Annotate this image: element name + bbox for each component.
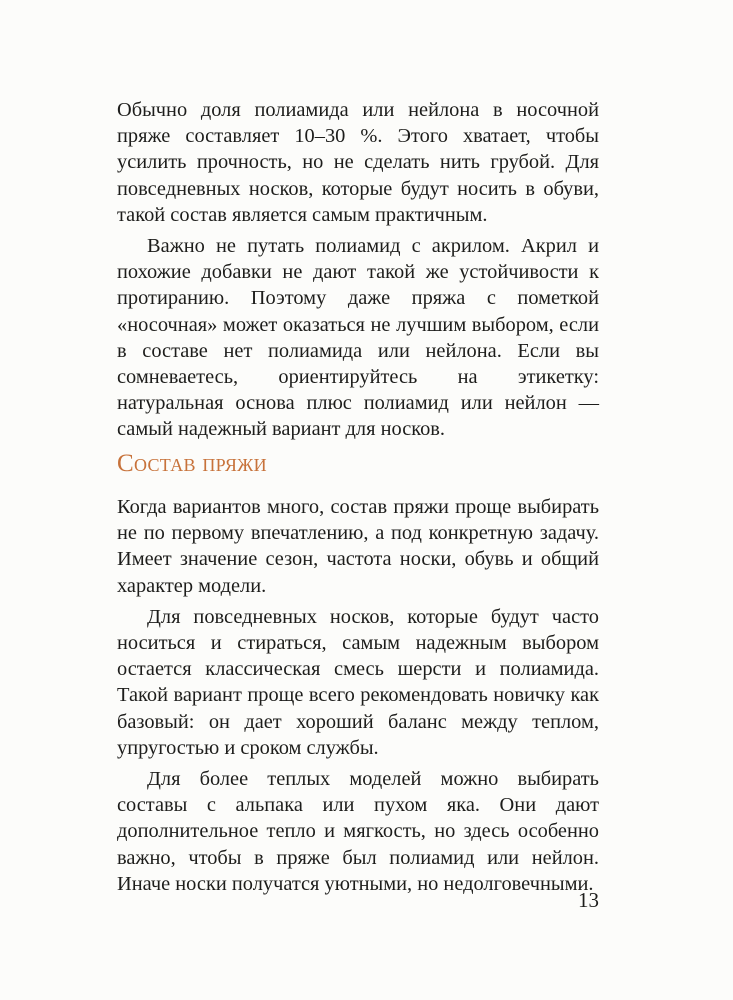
section-yarn-composition-text	[117, 494, 599, 902]
paragraph: Когда вариантов много, состав пряжи проще выбирать не по первому впечатлению, а под конкретную задачу. Имеет значение сезон, частота носки, обувь и общий характер модели.	[117, 496, 599, 597]
page-number: 13	[578, 888, 599, 912]
section-heading: Состав пряжи	[117, 450, 267, 477]
section-intro-text	[117, 97, 599, 448]
paragraph: Для повседневных носков, которые будут часто носиться и стираться, самым надежным выбором остается классическая смесь шерсти и полиамида. Такой вариант проще всего рекомендовать новичку как базовый: он дает хороший баланс между теплом, упругостью и сроком службы.	[117, 605, 599, 759]
paragraph: Для более теплых моделей можно выбирать составы с альпака или пухом яка. Они дают дополнительное тепло и мягкость, но здесь особенно важно, чтобы в пряже был полиамид или нейлон. Иначе носки получатся уютными, но недолговечными.	[117, 768, 599, 895]
paragraph: Обычно доля полиамида или нейлона в носочной пряже составляет 10–30 %. Этого хватает, чтобы усилить прочность, но не сделать нить грубой. Для повседневных носков, которые будут носить в обуви, такой состав является самым практичным.	[117, 99, 599, 226]
paragraph: Важно не путать полиамид с акрилом. Акрил и похожие добавки не дают такой же устойчивости к протиранию. Поэтому даже пряжа с пометкой «носочная» может оказаться не лучшим выбором, если в составе нет полиамида или нейлона. Если вы сомневаетесь, ориентируйтесь на этикетку: натуральная основа плюс полиамид или нейлон — самый надежный вариант для носков.	[117, 235, 599, 441]
